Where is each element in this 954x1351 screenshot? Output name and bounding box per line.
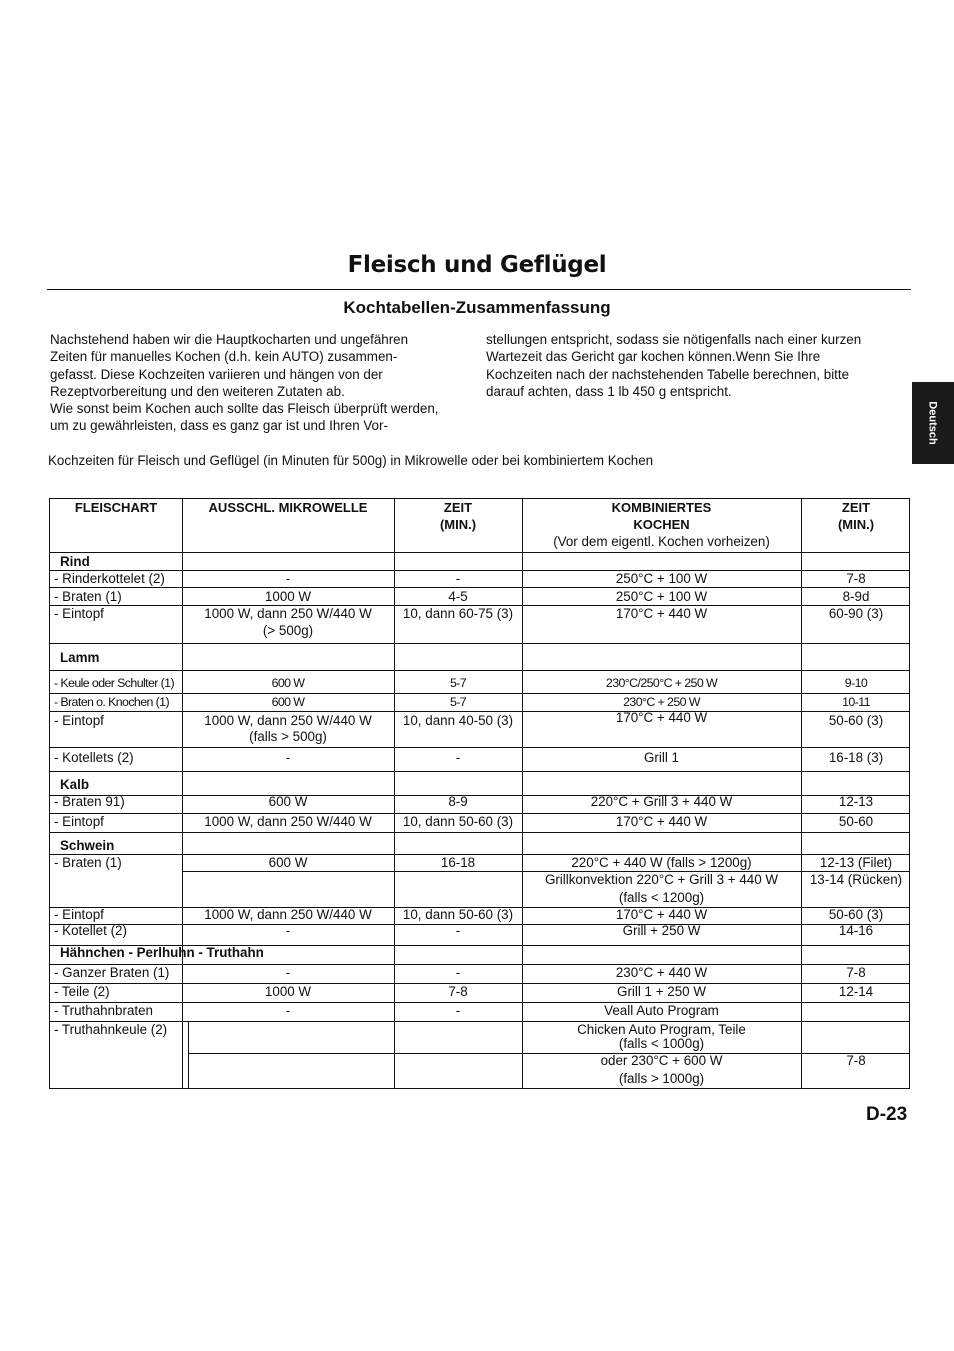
table-row-cell: Veall Auto Program — [604, 1003, 719, 1018]
table-row-cell: 230°C + 250 W — [623, 695, 700, 709]
table-row-note: (falls > 500g) — [249, 729, 327, 744]
table-row-cell: 10, dann 40-50 (3) — [402, 713, 514, 728]
group-gefluegel: Hähnchen - Perlhuhn - Truthahn — [60, 945, 264, 960]
table-row-cell: 220°C + 440 W (falls > 1200g) — [571, 855, 752, 870]
table-row-cell: Grillkonvektion 220°C + Grill 3 + 440 W — [544, 872, 779, 887]
intro-text-right: stellungen entspricht, sodass sie nötigenfalls nach einer kurzen Wartezeit das Gericht gar kochen können.Wenn Sie Ihre Kochzeiten nach der nachstehenden Tabelle berechnen, bitte darauf achten, dass 1 lb 450 g entspricht. — [486, 332, 862, 399]
table-row-cell: 12-13 (Filet) — [819, 855, 893, 870]
table-row-cell: 170°C + 440 W — [615, 907, 708, 922]
table-row-cell: 16-18 — [440, 855, 476, 870]
table-row-cell: 170°C + 440 W — [615, 814, 708, 829]
language-side-tab — [912, 382, 954, 464]
header-kochen: KOCHEN — [633, 517, 690, 532]
table-row-cell: 230°C + 440 W — [615, 965, 708, 980]
table-row-cell: Chicken Auto Program, Teile — [577, 1022, 746, 1037]
table-row-cell: 10, dann 50-60 (3) — [402, 907, 514, 922]
table-row-cell: 50-60 (3) — [828, 907, 884, 922]
table-row-cell: 8-9d — [842, 589, 870, 604]
table-row-cell: 250°C + 100 W — [615, 571, 708, 586]
table-row-cell: 250°C + 100 W — [615, 589, 708, 604]
table-row-cell: 10, dann 50-60 (3) — [402, 814, 514, 829]
table-row-note: (> 500g) — [262, 623, 314, 638]
header-kombiniertes: KOMBINIERTES — [611, 500, 712, 515]
table-row-cell: 14-16 — [838, 923, 874, 938]
table-row-cell: - Braten (1) — [54, 855, 122, 870]
table-row-cell: 4-5 — [448, 589, 468, 604]
row-divider — [50, 747, 909, 748]
table-row-cell: Grill 1 + 250 W — [617, 984, 706, 999]
header-fleischart: FLEISCHART — [74, 500, 158, 515]
table-row-cell: oder 230°C + 600 W — [600, 1053, 723, 1068]
table-row-cell: - — [285, 1003, 291, 1018]
table-row-cell: - — [455, 923, 461, 938]
table-row-cell: 600 W — [268, 794, 308, 809]
table-row-cell: 1000 W, dann 250 W/440 W — [204, 907, 372, 922]
table-row-cell: 10-11 — [842, 695, 870, 709]
group-schwein: Schwein — [60, 838, 115, 853]
table-row-cell: - — [455, 965, 461, 980]
table-row-cell: Grill 1 — [644, 750, 679, 765]
table-row-cell: 7-8 — [448, 984, 468, 999]
table-row-cell: 13-14 (Rücken) — [809, 872, 903, 887]
intro-text-left: Nachstehend haben wir die Hauptkocharten und ungefähren Zeiten für manuelles Kochen (d.h. kein AUTO) zusammen- gefasst. Diese Kochzeiten variieren und hängen von der Rezeptvorbereitung und den weiteren Zutaten ab. Wie sonst beim Kochen auch sollte das Fleisch überprüft werden, um zu gewährleisten, dass es ganz gar ist und Ihren Vor- — [50, 332, 439, 434]
table-row-cell: 230°C/250°C + 250 W — [605, 676, 718, 690]
table-row-cell: - Keule oder Schulter (1) — [54, 676, 174, 690]
table-caption: Kochzeiten für Fleisch und Geflügel (in Minuten für 500g) in Mikrowelle oder bei kombiniertem Kochen — [48, 453, 654, 468]
header-zeit-2-unit: (MIN.) — [837, 517, 875, 532]
header-zeit-1: ZEIT — [443, 500, 473, 515]
table-row-cell: 7-8 — [846, 571, 866, 586]
row-divider — [50, 552, 909, 553]
row-divider — [50, 670, 909, 671]
table-row-cell: 60-90 (3) — [828, 606, 884, 621]
table-row-cell: Grill + 250 W — [622, 923, 701, 938]
table-row-cell: - — [455, 1003, 461, 1018]
table-row-cell: 600 W — [268, 855, 308, 870]
col-divider — [188, 1021, 189, 1088]
table-row-cell: - — [455, 571, 461, 586]
table-row-cell: 1000 W, dann 250 W/440 W — [204, 606, 372, 621]
header-mikrowelle: AUSSCHL. MIKROWELLE — [208, 500, 368, 515]
header-vorheizen: (Vor dem eigentl. Kochen vorheizen) — [553, 534, 770, 549]
group-kalb: Kalb — [60, 777, 90, 792]
table-row-cell: - Kotellet (2) — [54, 923, 127, 938]
group-lamm: Lamm — [60, 650, 100, 665]
table-row-note: (falls < 1000g) — [618, 1036, 705, 1051]
table-row-cell: 9-10 — [844, 676, 868, 690]
table-row-cell: - Eintopf — [54, 814, 104, 829]
table-row-cell: - — [285, 923, 291, 938]
table-row-cell: 7-8 — [846, 965, 866, 980]
table-row-cell: - — [455, 750, 461, 765]
table-row-cell: - — [285, 965, 291, 980]
table-row-cell: - — [285, 571, 291, 586]
table-row-note: (falls < 1200g) — [618, 890, 705, 905]
table-row-cell: 10, dann 60-75 (3) — [402, 606, 514, 621]
table-row-cell: 12-14 — [838, 984, 874, 999]
table-row-cell: - — [285, 750, 291, 765]
table-row-cell: 1000 W, dann 250 W/440 W — [204, 713, 372, 728]
table-row-cell: 16-18 (3) — [828, 750, 884, 765]
table-row-cell: 1000 W, dann 250 W/440 W — [204, 814, 372, 829]
cooking-table — [49, 498, 910, 1089]
table-row-cell: 170°C + 440 W — [615, 606, 708, 621]
table-row-cell: 600 W — [271, 695, 305, 709]
table-row-cell: - Truthahnbraten — [54, 1003, 154, 1018]
table-row-cell: - Kotellets (2) — [54, 750, 134, 765]
table-row-cell: - Braten (1) — [54, 589, 122, 604]
row-divider — [50, 643, 909, 644]
table-row-cell: - Ganzer Braten (1) — [54, 965, 170, 980]
table-row-cell: - Eintopf — [54, 907, 104, 922]
page-number: D-23 — [866, 1104, 908, 1125]
table-row-cell: 5-7 — [449, 695, 467, 709]
header-zeit-2: ZEIT — [841, 500, 871, 515]
title-rule — [47, 289, 911, 290]
table-row-cell: 220°C + Grill 3 + 440 W — [590, 794, 733, 809]
side-tab-label: Deutsch — [927, 401, 939, 445]
section-subtitle: Kochtabellen-Zusammenfassung — [343, 298, 611, 317]
row-divider — [50, 832, 909, 833]
table-row-note: (falls > 1000g) — [618, 1071, 705, 1086]
table-row-cell: - Braten 91) — [54, 794, 125, 809]
table-row-cell: 1000 W — [264, 589, 312, 604]
table-row-cell: 600 W — [271, 676, 305, 690]
table-row-cell: 1000 W — [264, 984, 312, 999]
table-row-cell: 7-8 — [846, 1053, 866, 1068]
table-row-cell: - Eintopf — [54, 713, 104, 728]
page-title: Fleisch und Geflügel — [347, 252, 607, 278]
table-row-cell: - Teile (2) — [54, 984, 110, 999]
row-divider — [50, 771, 909, 772]
table-row-cell: - Truthahnkeule (2) — [54, 1022, 168, 1037]
table-row-cell: - Braten o. Knochen (1) — [54, 695, 169, 709]
header-zeit-1-unit: (MIN.) — [439, 517, 477, 532]
table-row-cell: 12-13 — [838, 794, 874, 809]
table-row-cell: 50-60 (3) — [828, 713, 884, 728]
table-row-cell: 5-7 — [449, 676, 467, 690]
table-row-cell: 8-9 — [448, 794, 468, 809]
table-row-cell: 50-60 — [838, 814, 874, 829]
table-row-cell: - Eintopf — [54, 606, 104, 621]
table-row-cell: - Rinderkottelet (2) — [54, 571, 165, 586]
group-rind: Rind — [60, 554, 90, 569]
table-row-cell: 170°C + 440 W — [615, 710, 708, 725]
